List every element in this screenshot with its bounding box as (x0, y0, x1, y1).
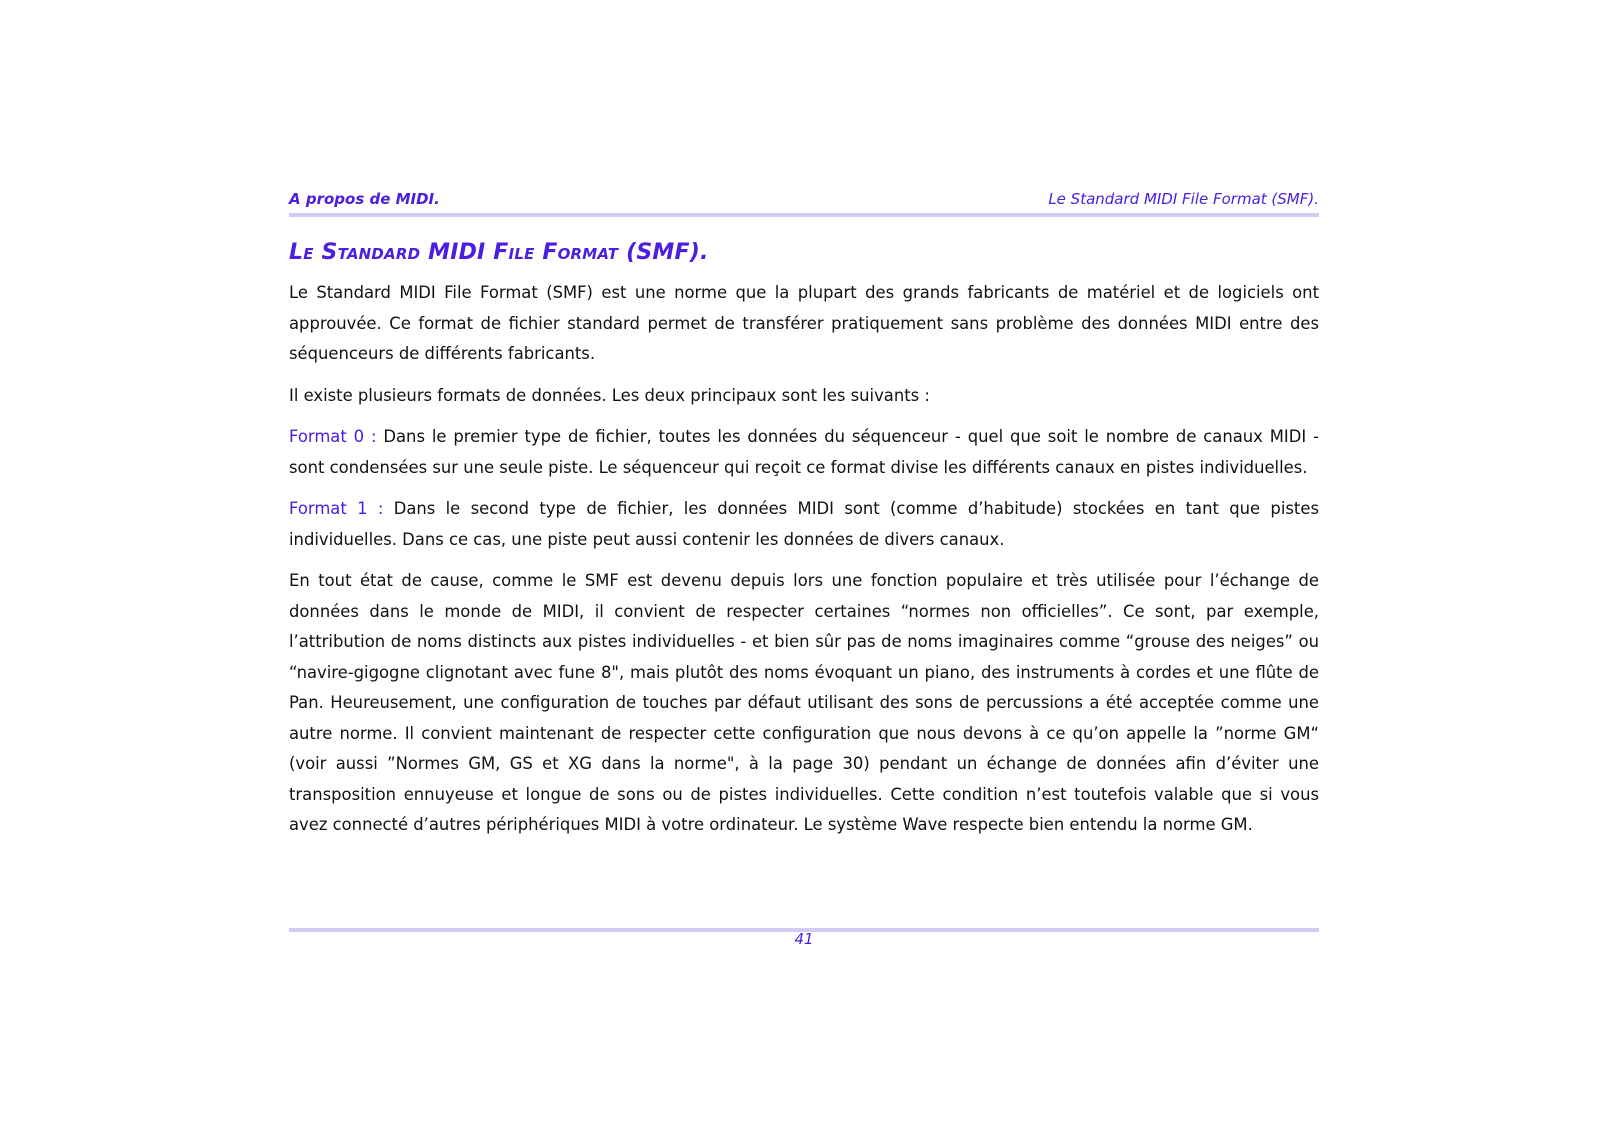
body-text (289, 278, 1319, 852)
format-1-label: Format 1 : (289, 499, 384, 518)
format-0-label: Format 0 : (289, 427, 377, 446)
format-0-text: Dans le premier type de fichier, toutes les données du séquenceur - quel que soit le nombre de canaux MIDI - sont condensées sur une seule piste. Le séquenceur qui reçoit ce format divise les différents canaux en pistes individuelles. (289, 427, 1319, 477)
page-number: 41 (794, 930, 814, 948)
paragraph-intro: Le Standard MIDI File Format (SMF) est une norme que la plupart des grands fabricants de matériel et de logiciels ont approuvée. Ce format de fichier standard permet de transférer pratiquement sans problème des données MIDI entre des séquenceurs de différents fabricants. (289, 283, 1319, 363)
header-chapter-title: A propos de MIDI. (289, 190, 440, 208)
running-header (289, 190, 1319, 212)
format-1-text: Dans le second type de fichier, les données MIDI sont (comme d’habitude) stockées en tant que pistes individuelles. Dans ce cas, une piste peut aussi contenir les données de divers canaux. (289, 499, 1319, 549)
paragraph-formats: Il existe plusieurs formats de données. Les deux principaux sont les suivants : (289, 385, 930, 405)
header-rule (289, 213, 1319, 217)
section-title: Le Standard MIDI File Format (SMF). (289, 240, 709, 265)
paragraph-format-1 (289, 494, 1319, 555)
document-page (289, 0, 1319, 1131)
paragraph-format-0 (289, 422, 1319, 483)
paragraph-conventions: En tout état de cause, comme le SMF est devenu depuis lors une fonction populaire et très utilisée pour l’échange de données dans le monde de MIDI, il convient de respecter certaines “normes non officielles”. Ce sont, par exemple, l’attribution de noms distincts aux pistes individuelles - et bien sûr pas de noms imaginaires comme “grouse des neiges” ou “navire-gigogne clignotant avec fune 8", mais plutôt des noms évoquant un piano, des instruments à cordes et une flûte de Pan. Heureusement, une configuration de touches par défaut utilisant des sons de percussions a été acceptée comme une autre norme. Il convient maintenant de respecter cette configuration que nous devons à ce qu’on appelle la ”norme GM“ (voir aussi ”Normes GM, GS et XG dans la norme", à la page 30) pendant un échange de données afin d’éviter une transposition ennuyeuse et longue de sons ou de pistes individuelles. Cette condition n’est toutefois valable que si vous avez connecté d’autres périphériques MIDI à votre ordinateur. Le système Wave respecte bien entendu la norme GM. (289, 571, 1319, 834)
header-section-title: Le Standard MIDI File Format (SMF). (1048, 190, 1319, 208)
